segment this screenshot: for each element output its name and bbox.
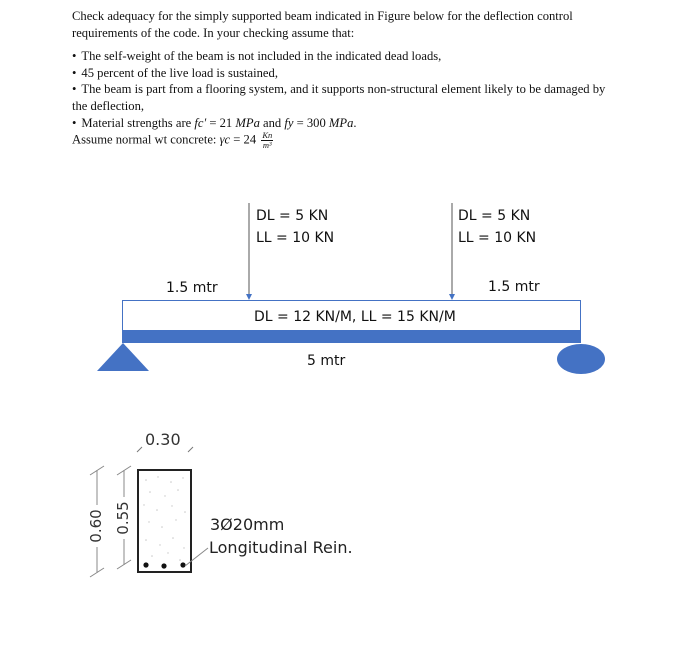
assumption-sustained-load: • 45 percent of the live load is sustained, <box>72 65 612 82</box>
assumption-nonstructural: • The beam is part from a flooring system, and it supports non-structural element likely to be damaged by the deflection, <box>72 81 612 114</box>
materials-period: . <box>353 115 357 130</box>
rebar-right <box>180 562 185 567</box>
span-length-label: 5 mtr <box>307 353 346 369</box>
gamma-unit-num: Kn <box>262 130 273 141</box>
fy-unit: MPa <box>328 115 354 130</box>
left-arrow-head <box>246 294 252 300</box>
gamma-unit-den: m³ <box>262 140 272 151</box>
right-arrow-head <box>449 294 455 300</box>
rebar-spec-label: 3Ø20mm <box>210 515 285 534</box>
beam-member <box>122 331 581 343</box>
gamma-value: = 24 <box>230 132 257 147</box>
rebar-description-label: Longitudinal Rein. <box>209 538 353 557</box>
fy-value: = 300 <box>293 115 329 130</box>
effective-depth-label: 0.55 <box>114 501 132 535</box>
left-point-dl: DL = 5 KN <box>256 208 329 224</box>
fc-symbol: fc′ <box>194 115 207 130</box>
problem-intro: Check adequacy for the simply supported beam indicated in Figure below for the deflection control requirements of the code. In your checking assume that: <box>72 9 573 40</box>
right-point-ll: LL = 10 KN <box>458 230 537 246</box>
and-word: and <box>259 115 285 130</box>
beam-cross-section <box>138 470 191 572</box>
right-distance-label: 1.5 mtr <box>488 279 540 295</box>
fc-unit: MPa <box>235 115 260 130</box>
rebar-middle <box>161 563 166 568</box>
fc-value: = 21 <box>206 115 236 130</box>
left-distance-label: 1.5 mtr <box>166 280 218 296</box>
rebar-left <box>143 562 148 567</box>
gamma-symbol: γc <box>219 132 231 147</box>
distributed-load-label: DL = 12 KN/M, LL = 15 KN/M <box>254 309 456 325</box>
right-point-dl: DL = 5 KN <box>458 208 531 224</box>
unit-weight-prefix: Assume normal wt concrete: <box>72 132 220 147</box>
beam-figure <box>97 203 605 374</box>
total-depth-label: 0.60 <box>87 509 105 543</box>
materials-prefix: Material strengths are <box>81 115 192 130</box>
left-point-ll: LL = 10 KN <box>256 230 335 246</box>
width-dim-tick-right <box>188 447 193 452</box>
roller-support <box>557 344 605 374</box>
assumption-self-weight: • The self-weight of the beam is not included in the indicated dead loads, <box>72 48 612 65</box>
section-figure <box>86 430 353 577</box>
section-width-label: 0.30 <box>145 430 181 449</box>
fy-symbol: fy <box>284 115 294 130</box>
pin-support <box>97 343 149 371</box>
width-dim-tick-left <box>137 447 142 452</box>
